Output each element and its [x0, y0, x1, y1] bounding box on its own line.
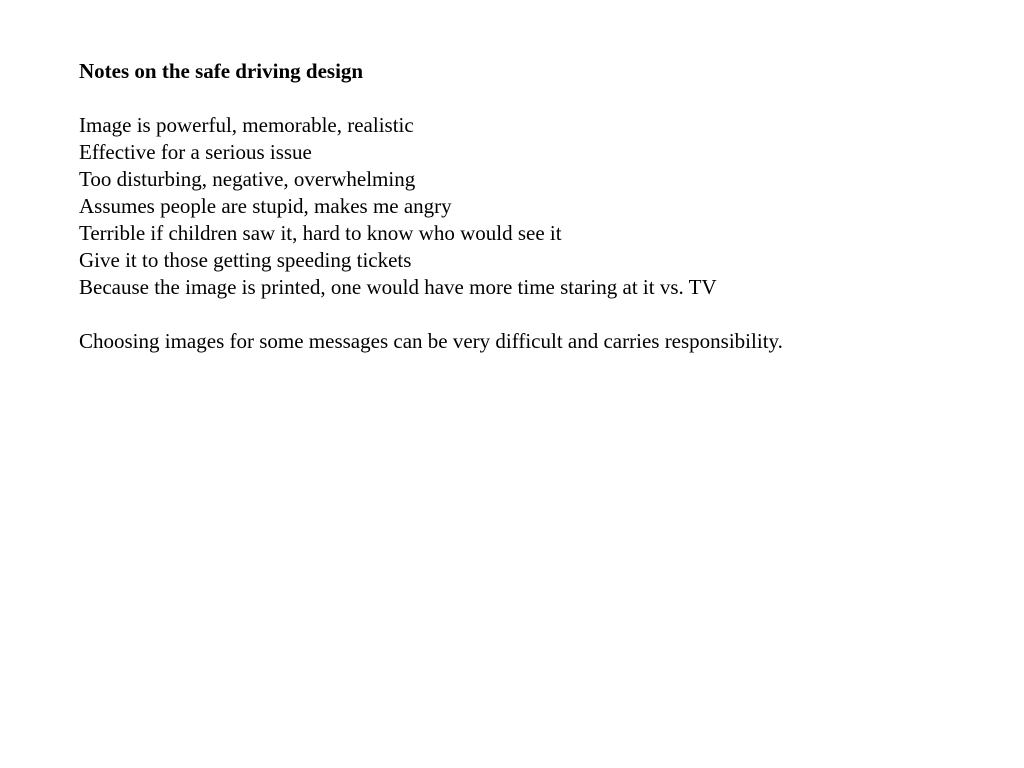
note-item: Effective for a serious issue — [79, 140, 312, 164]
note-item: Image is powerful, memorable, realistic — [79, 113, 414, 137]
note-item: Assumes people are stupid, makes me angry — [79, 194, 452, 218]
note-item: Because the image is printed, one would have more time staring at it vs. TV — [79, 275, 717, 299]
conclusion-text: Choosing images for some messages can be very difficult and carries responsibility. — [79, 329, 783, 353]
document-title: Notes on the safe driving design — [79, 59, 364, 83]
note-item: Terrible if children saw it, hard to know who would see it — [79, 221, 562, 245]
notes-list — [79, 112, 979, 301]
note-item: Too disturbing, negative, overwhelming — [79, 167, 416, 191]
note-item: Give it to those getting speeding tickets — [79, 248, 412, 272]
document-page — [79, 58, 979, 355]
